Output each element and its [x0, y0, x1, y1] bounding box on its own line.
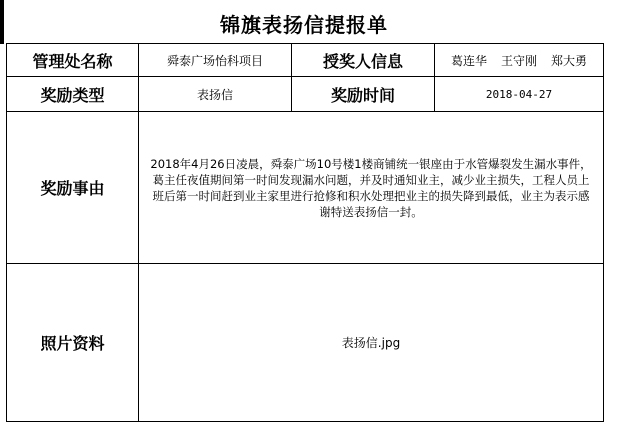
- reward-time-label: 奖励时间: [292, 77, 435, 112]
- recipient-value[interactable]: [435, 44, 604, 77]
- reason-text: 2018年4月26日凌晨，舜泰广场10号楼1楼商铺统一银座由于水管爆裂发生漏水事件，葛主任夜值期间第一时间发现漏水问题，并及时通知业主，减少业主损失，工程人员上班后第一时间赶到业主家里进行抢修和积水处理把业主的损失降到最低，业主为表示感谢特送表扬信一封。: [150, 156, 592, 219]
- form-title: 锦旗表扬信提报单: [220, 12, 388, 37]
- reward-time-value[interactable]: 2018-04-27: [435, 77, 604, 112]
- photo-label: 照片资料: [7, 264, 139, 422]
- reward-type-value[interactable]: 表扬信: [139, 77, 292, 112]
- recipient-name-1: 葛连华: [450, 53, 487, 68]
- photo-value[interactable]: 表扬信.jpg: [139, 264, 604, 422]
- management-label: 管理处名称: [7, 44, 139, 77]
- reason-label: 奖励事由: [7, 112, 139, 264]
- recipient-name-2: 王守刚: [500, 53, 537, 68]
- reason-value[interactable]: [139, 112, 604, 264]
- recipient-label: 授奖人信息: [292, 44, 435, 77]
- reward-type-label: 奖励类型: [7, 77, 139, 112]
- cell-cursor-edge: [0, 0, 4, 44]
- recipient-name-3: 郑大勇: [551, 53, 588, 68]
- management-value[interactable]: 舜泰广场怡科项目: [139, 44, 292, 77]
- report-form-table: [6, 43, 604, 422]
